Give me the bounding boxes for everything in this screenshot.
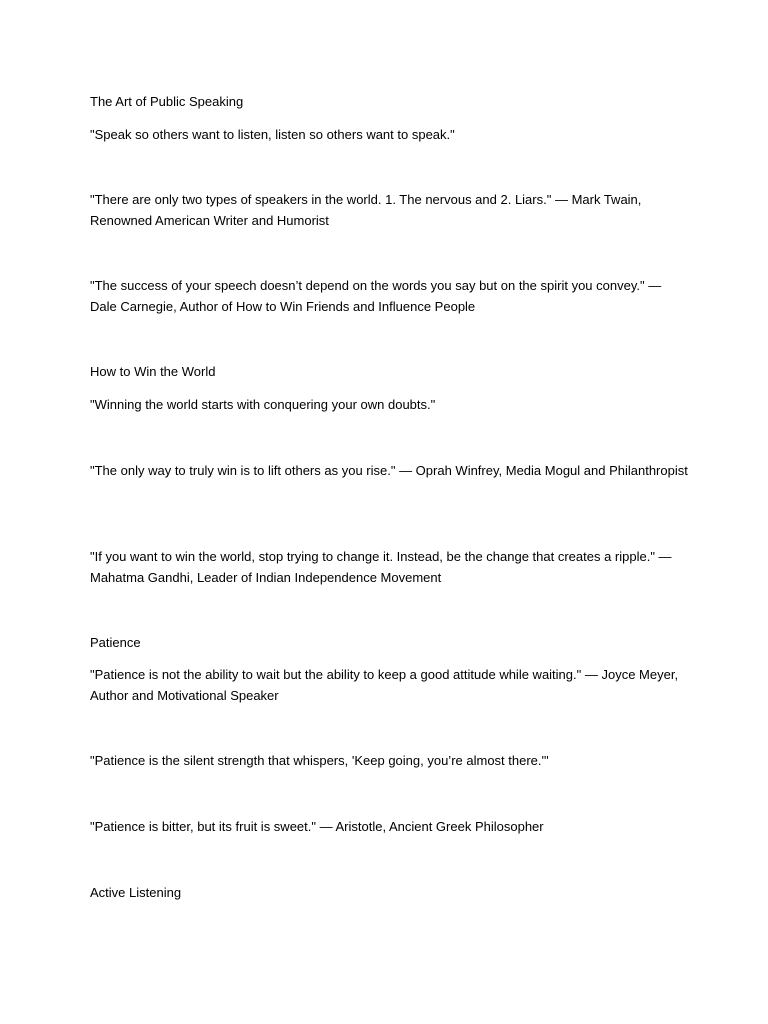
quote-text: "Patience is the silent strength that whispers, 'Keep going, you’re almost there.'" — [90, 753, 549, 768]
quote-text: "The only way to truly win is to lift others as you rise." — Oprah Winfrey, Media Mogul and Philanthropist — [90, 463, 688, 478]
quote-text: "The success of your speech doesn’t depend on the words you say but on the spirit you convey." — Dale Carnegie, Author of How to Win Friends and Influence People — [90, 278, 662, 314]
section-heading-active-listening: Active Listening — [90, 885, 182, 900]
quote-text: "There are only two types of speakers in the world. 1. The nervous and 2. Liars." — Mark Twain, Renowned American Writer and Humorist — [90, 192, 642, 228]
section-heading-patience: Patience — [90, 635, 141, 650]
quote-text: "Patience is bitter, but its fruit is sweet." — Aristotle, Ancient Greek Philosopher — [90, 819, 544, 834]
quote-text: "If you want to win the world, stop trying to change it. Instead, be the change that creates a ripple." — Mahatma Gandhi, Leader of Indian Independence Movement — [90, 549, 672, 585]
section-heading-public-speaking: The Art of Public Speaking — [90, 94, 244, 109]
section-heading-win-the-world: How to Win the World — [90, 364, 216, 379]
quote-text: "Winning the world starts with conquering your own doubts." — [90, 397, 436, 412]
quote-text: "Patience is not the ability to wait but the ability to keep a good attitude while waiting." — Joyce Meyer, Author and Motivational Speaker — [90, 667, 679, 703]
quote-text: "Speak so others want to listen, listen so others want to speak." — [90, 127, 455, 142]
